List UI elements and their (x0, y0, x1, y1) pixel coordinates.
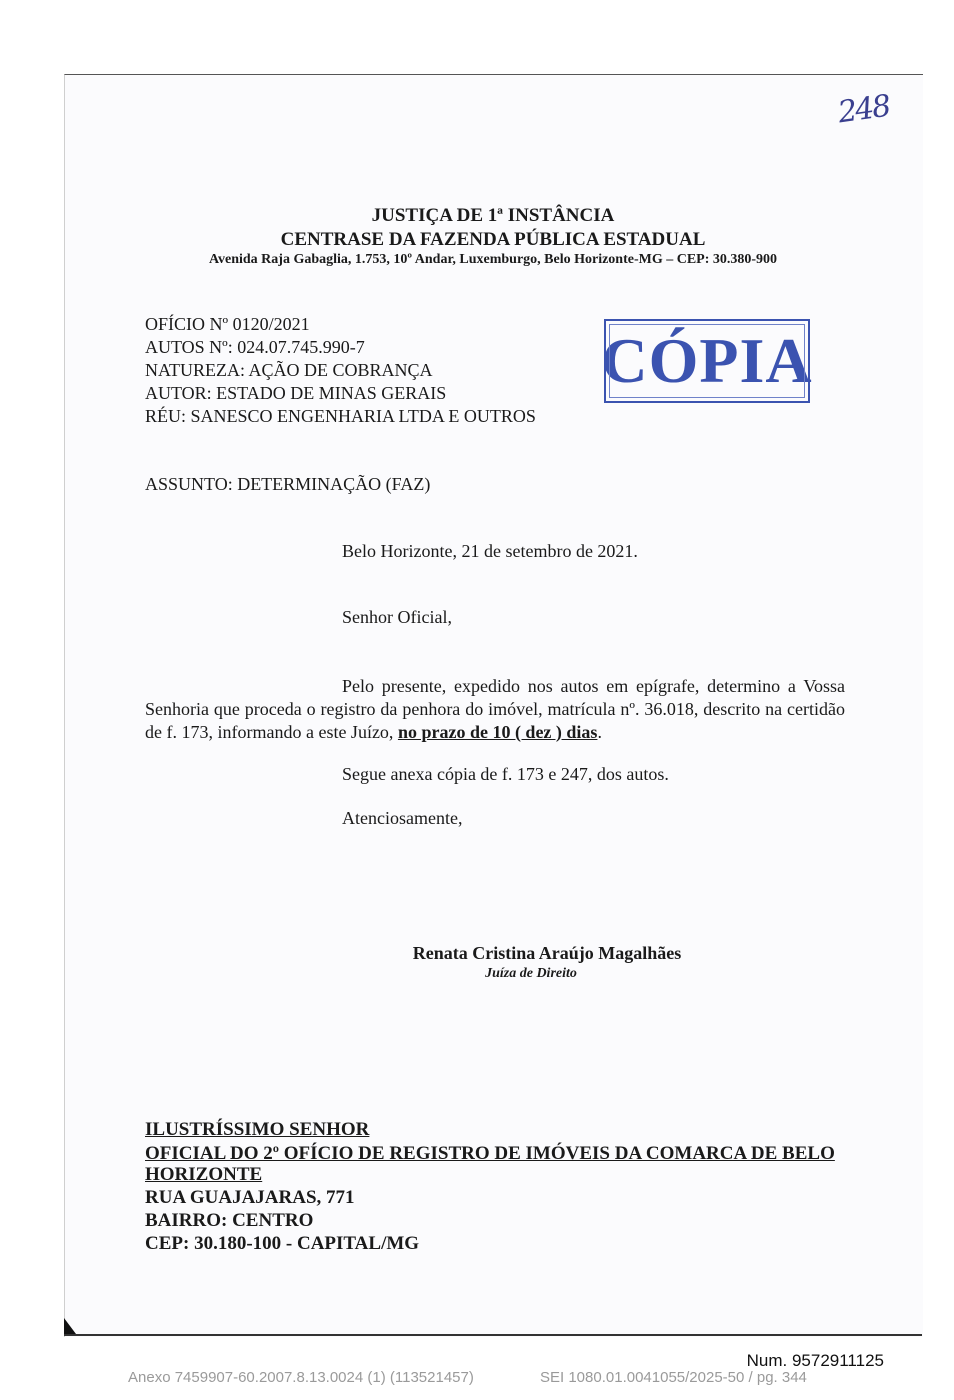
oficio-number: OFÍCIO Nº 0120/2021 (145, 314, 310, 334)
natureza: NATUREZA: AÇÃO DE COBRANÇA (145, 360, 433, 380)
recipient-salutation: ILUSTRÍSSIMO SENHOR (145, 1119, 370, 1140)
body-end: . (597, 722, 602, 742)
assunto: ASSUNTO: DETERMINAÇÃO (FAZ) (145, 474, 431, 494)
reu: RÉU: SANESCO ENGENHARIA LTDA E OUTROS (145, 406, 536, 426)
deadline-emphasis: no prazo de 10 ( dez ) dias (397, 722, 598, 742)
closing: Atenciosamente, (342, 808, 463, 828)
autos-number: AUTOS Nº: 024.07.745.990-7 (145, 337, 365, 357)
signature-name: Renata Cristina Araújo Magalhães (412, 943, 682, 963)
footer-sei: SEI 1080.01.0041055/2025-50 / pg. 344 (540, 1369, 807, 1386)
footer-annex: Anexo 7459907-60.2007.8.13.0024 (1) (113521457) (128, 1369, 474, 1386)
recipient-title-cont: HORIZONTE (145, 1164, 263, 1185)
recipient-bairro: BAIRRO: CENTRO (145, 1210, 314, 1231)
body-text: Pelo presente, expedido nos autos em epígrafe, determino a Vossa Senhoria que proceda o registro da penhora do imóvel, matrícula nº. 36.018, descrito na certidão de f. 173, informando a este Juízo, (145, 676, 845, 742)
salutation: Senhor Oficial, (342, 607, 452, 627)
court-department: CENTRASE DA FAZENDA PÚBLICA ESTADUAL (280, 229, 706, 250)
date-line: Belo Horizonte, 21 de setembro de 2021. (342, 541, 638, 561)
recipient-title: OFICIAL DO 2º OFÍCIO DE REGISTRO DE IMÓVEIS DA COMARCA DE BELO (145, 1143, 835, 1164)
signature-role: Juíza de Direito (485, 966, 577, 981)
autor: AUTOR: ESTADO DE MINAS GERAIS (145, 383, 447, 403)
document-num: Num. 9572911125 (746, 1351, 884, 1370)
handwritten-page-number: 248 (835, 88, 892, 131)
stamp-text: CÓPIA (601, 325, 813, 396)
scan-corner-mark (64, 1318, 76, 1334)
body-paragraph (145, 675, 845, 744)
copia-stamp (601, 319, 813, 403)
recipient-street: RUA GUAJAJARAS, 771 (145, 1187, 355, 1208)
scan-bottom-edge (64, 1334, 922, 1336)
annex-line: Segue anexa cópia de f. 173 e 247, dos autos. (342, 764, 669, 784)
court-address: Avenida Raja Gabaglia, 1.753, 10º Andar, Luxemburgo, Belo Horizonte-MG – CEP: 30.380-900 (208, 252, 778, 267)
recipient-cep: CEP: 30.180-100 - CAPITAL/MG (145, 1233, 420, 1254)
court-title: JUSTIÇA DE 1ª INSTÂNCIA (371, 205, 615, 226)
